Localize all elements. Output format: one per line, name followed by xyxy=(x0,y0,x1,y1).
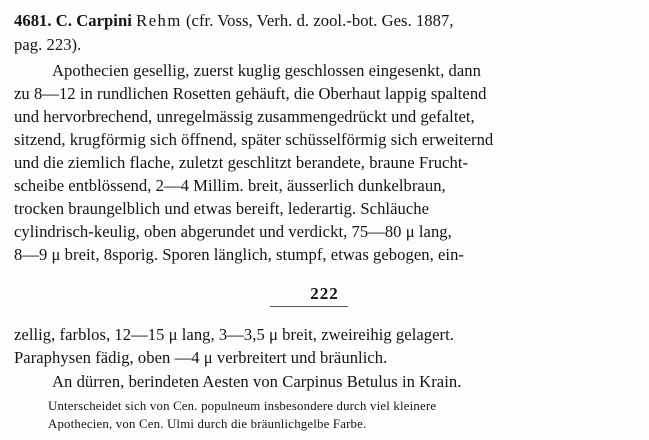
description-line: zellig, farblos, 12—15 μ lang, 3—3,5 μ breit, zweireihig gelagert. xyxy=(14,325,454,344)
description-line: trocken braungelblich und etwas bereift, lederartig. Schläuche xyxy=(14,199,430,218)
description-line: 8—9 μ breit, 8sporig. Sporen länglich, stumpf, etwas gebogen, ein- xyxy=(14,245,465,264)
species-name: Carpini xyxy=(76,11,132,30)
description-line: scheibe entblössend, 2—4 Millim. breit, äusserlich dunkelbraun, xyxy=(14,176,446,195)
entry-number: 4681. xyxy=(14,11,52,30)
reference-text: (cfr. Voss, Verh. d. zool.-bot. Ges. 1887, xyxy=(185,11,454,30)
page-divider xyxy=(270,306,348,307)
author-name: Rehm xyxy=(136,11,182,30)
entry-heading xyxy=(14,11,454,31)
habitat-text: An dürren, berindeten Aesten von Carpinus Betulus in Krain. xyxy=(52,372,462,391)
note-line: Apothecien, von Cen. Ulmi durch die bräunlichgelbe Farbe. xyxy=(48,417,367,431)
page-number: 222 xyxy=(310,284,339,303)
genus-abbreviation: C. xyxy=(55,11,73,30)
reference-continuation: pag. 223). xyxy=(14,35,82,54)
description-line: Apothecien gesellig, zuerst kuglig geschlossen eingesenkt, dann xyxy=(52,61,481,80)
description-line: sitzend, krugförmig sich öffnend, später schüsselförmig sich erweiternd xyxy=(14,130,494,149)
note-line: Unterscheidet sich von Cen. populneum insbesondere durch viel kleinere xyxy=(48,399,437,413)
description-line: und hervorbrechend, unregelmässig zusammengedrückt und gefaltet, xyxy=(14,107,475,126)
description-line: Paraphysen fädig, oben —4 μ verbreitert und bräunlich. xyxy=(14,348,388,367)
description-line: und die ziemlich flache, zuletzt geschlitzt berandete, braune Frucht- xyxy=(14,153,469,172)
description-line: cylindrisch-keulig, oben abgerundet und verdickt, 75—80 μ lang, xyxy=(14,222,452,241)
description-line: zu 8—12 in rundlichen Rosetten gehäuft, die Oberhaut lappig spaltend xyxy=(14,84,487,103)
